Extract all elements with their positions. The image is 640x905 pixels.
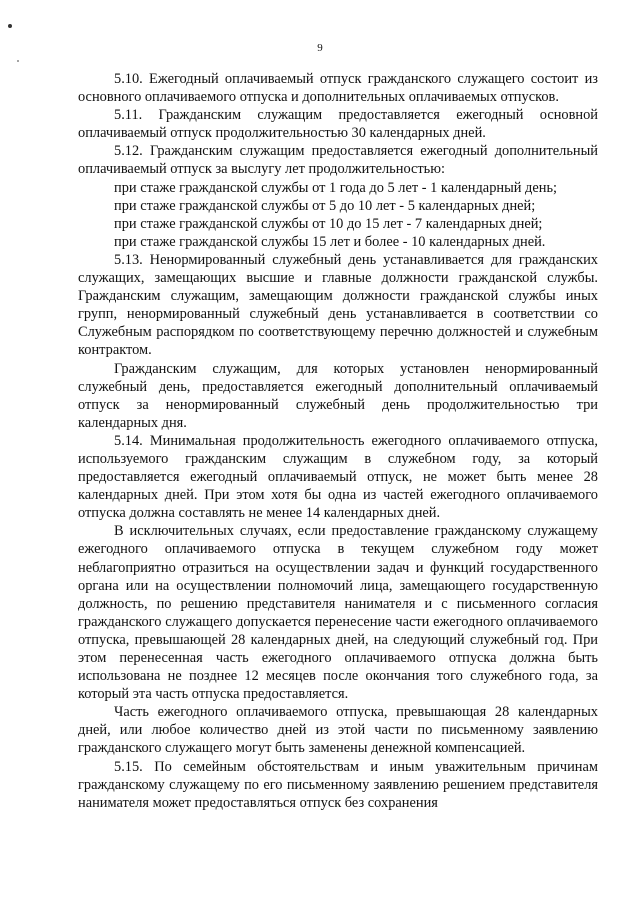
paragraph-compensation: Часть ежегодного оплачиваемого отпуска, превышающая 28 календарных дней, или любое количество дней из этой части по письменному заявлению гражданского служащего могут быть заменены денежной компенсацией.	[78, 704, 598, 757]
document-body	[78, 70, 598, 812]
paragraph-irregular-day-leave: Гражданским служащим, для которых установлен ненормированный служебный день, предоставляется ежегодный дополнительный оплачиваемый отпуск за ненормированный служебный день продолжительностью три календарных дня.	[78, 360, 598, 431]
scan-mark	[17, 60, 19, 62]
paragraph-5-10: 5.10. Ежегодный оплачиваемый отпуск гражданского служащего состоит из основного оплачиваемого отпуска и дополнительных оплачиваемых отпусков.	[78, 71, 598, 106]
paragraph-5-12: 5.12. Гражданским служащим предоставляется ежегодный дополнительный оплачиваемый отпуск за выслугу лет продолжительностью:	[78, 143, 598, 178]
service-item: при стаже гражданской службы от 10 до 15 лет - 7 календарных дней;	[114, 215, 543, 232]
page-number: 9	[317, 42, 323, 54]
paragraph-exceptional-cases: В исключительных случаях, если предоставление гражданскому служащему ежегодного оплачиваемого отпуска в текущем служебном году может неблагоприятно отразиться на осуществлении задач и функций государственного органа или на осуществлении полномочий лица, замещающего государственную должность, по решению представителя нанимателя и с письменного согласия гражданского служащего допускается перенесение части ежегодного оплачиваемого отпуска, превышающей 28 календарных дней, на следующий служебный год. При этом перенесенная часть ежегодного оплачиваемого отпуска должна быть использована не позднее 12 месяцев после окончания того служебного года, за который эта часть отпуска предоставляется.	[78, 523, 598, 703]
paragraph-5-14: 5.14. Минимальная продолжительность ежегодного оплачиваемого отпуска, используемого гражданским служащим в служебном году, за который предоставляется ежегодный оплачиваемый отпуск, не может быть менее 28 календарных дней. При этом хотя бы одна из частей ежегодного оплачиваемого отпуска должна составлять не менее 14 календарных дней.	[78, 432, 598, 522]
service-item: при стаже гражданской службы 15 лет и более - 10 календарных дней.	[114, 233, 546, 250]
paragraph-5-13: 5.13. Ненормированный служебный день устанавливается для гражданских служащих, замещающих высшие и главные должности гражданской службы. Гражданским служащим, замещающим должности гражданской службы иных групп, ненормированный служебный день устанавливается в соответствии со Служебным распорядком по соответствующему перечню должностей и служебным контрактом.	[78, 251, 598, 359]
paragraph-5-15: 5.15. По семейным обстоятельствам и иным уважительным причинам гражданскому служащему по его письменному заявлению решением представителя нанимателя может предоставляться отпуск без сохранения	[78, 758, 598, 811]
scan-mark	[8, 24, 12, 28]
service-item: при стаже гражданской службы от 1 года до 5 лет - 1 календарный день;	[114, 179, 558, 196]
service-item: при стаже гражданской службы от 5 до 10 лет - 5 календарных дней;	[114, 197, 536, 214]
paragraph-5-11: 5.11. Гражданским служащим предоставляется ежегодный основной оплачиваемый отпуск продолжительностью 30 календарных дней.	[78, 107, 598, 142]
